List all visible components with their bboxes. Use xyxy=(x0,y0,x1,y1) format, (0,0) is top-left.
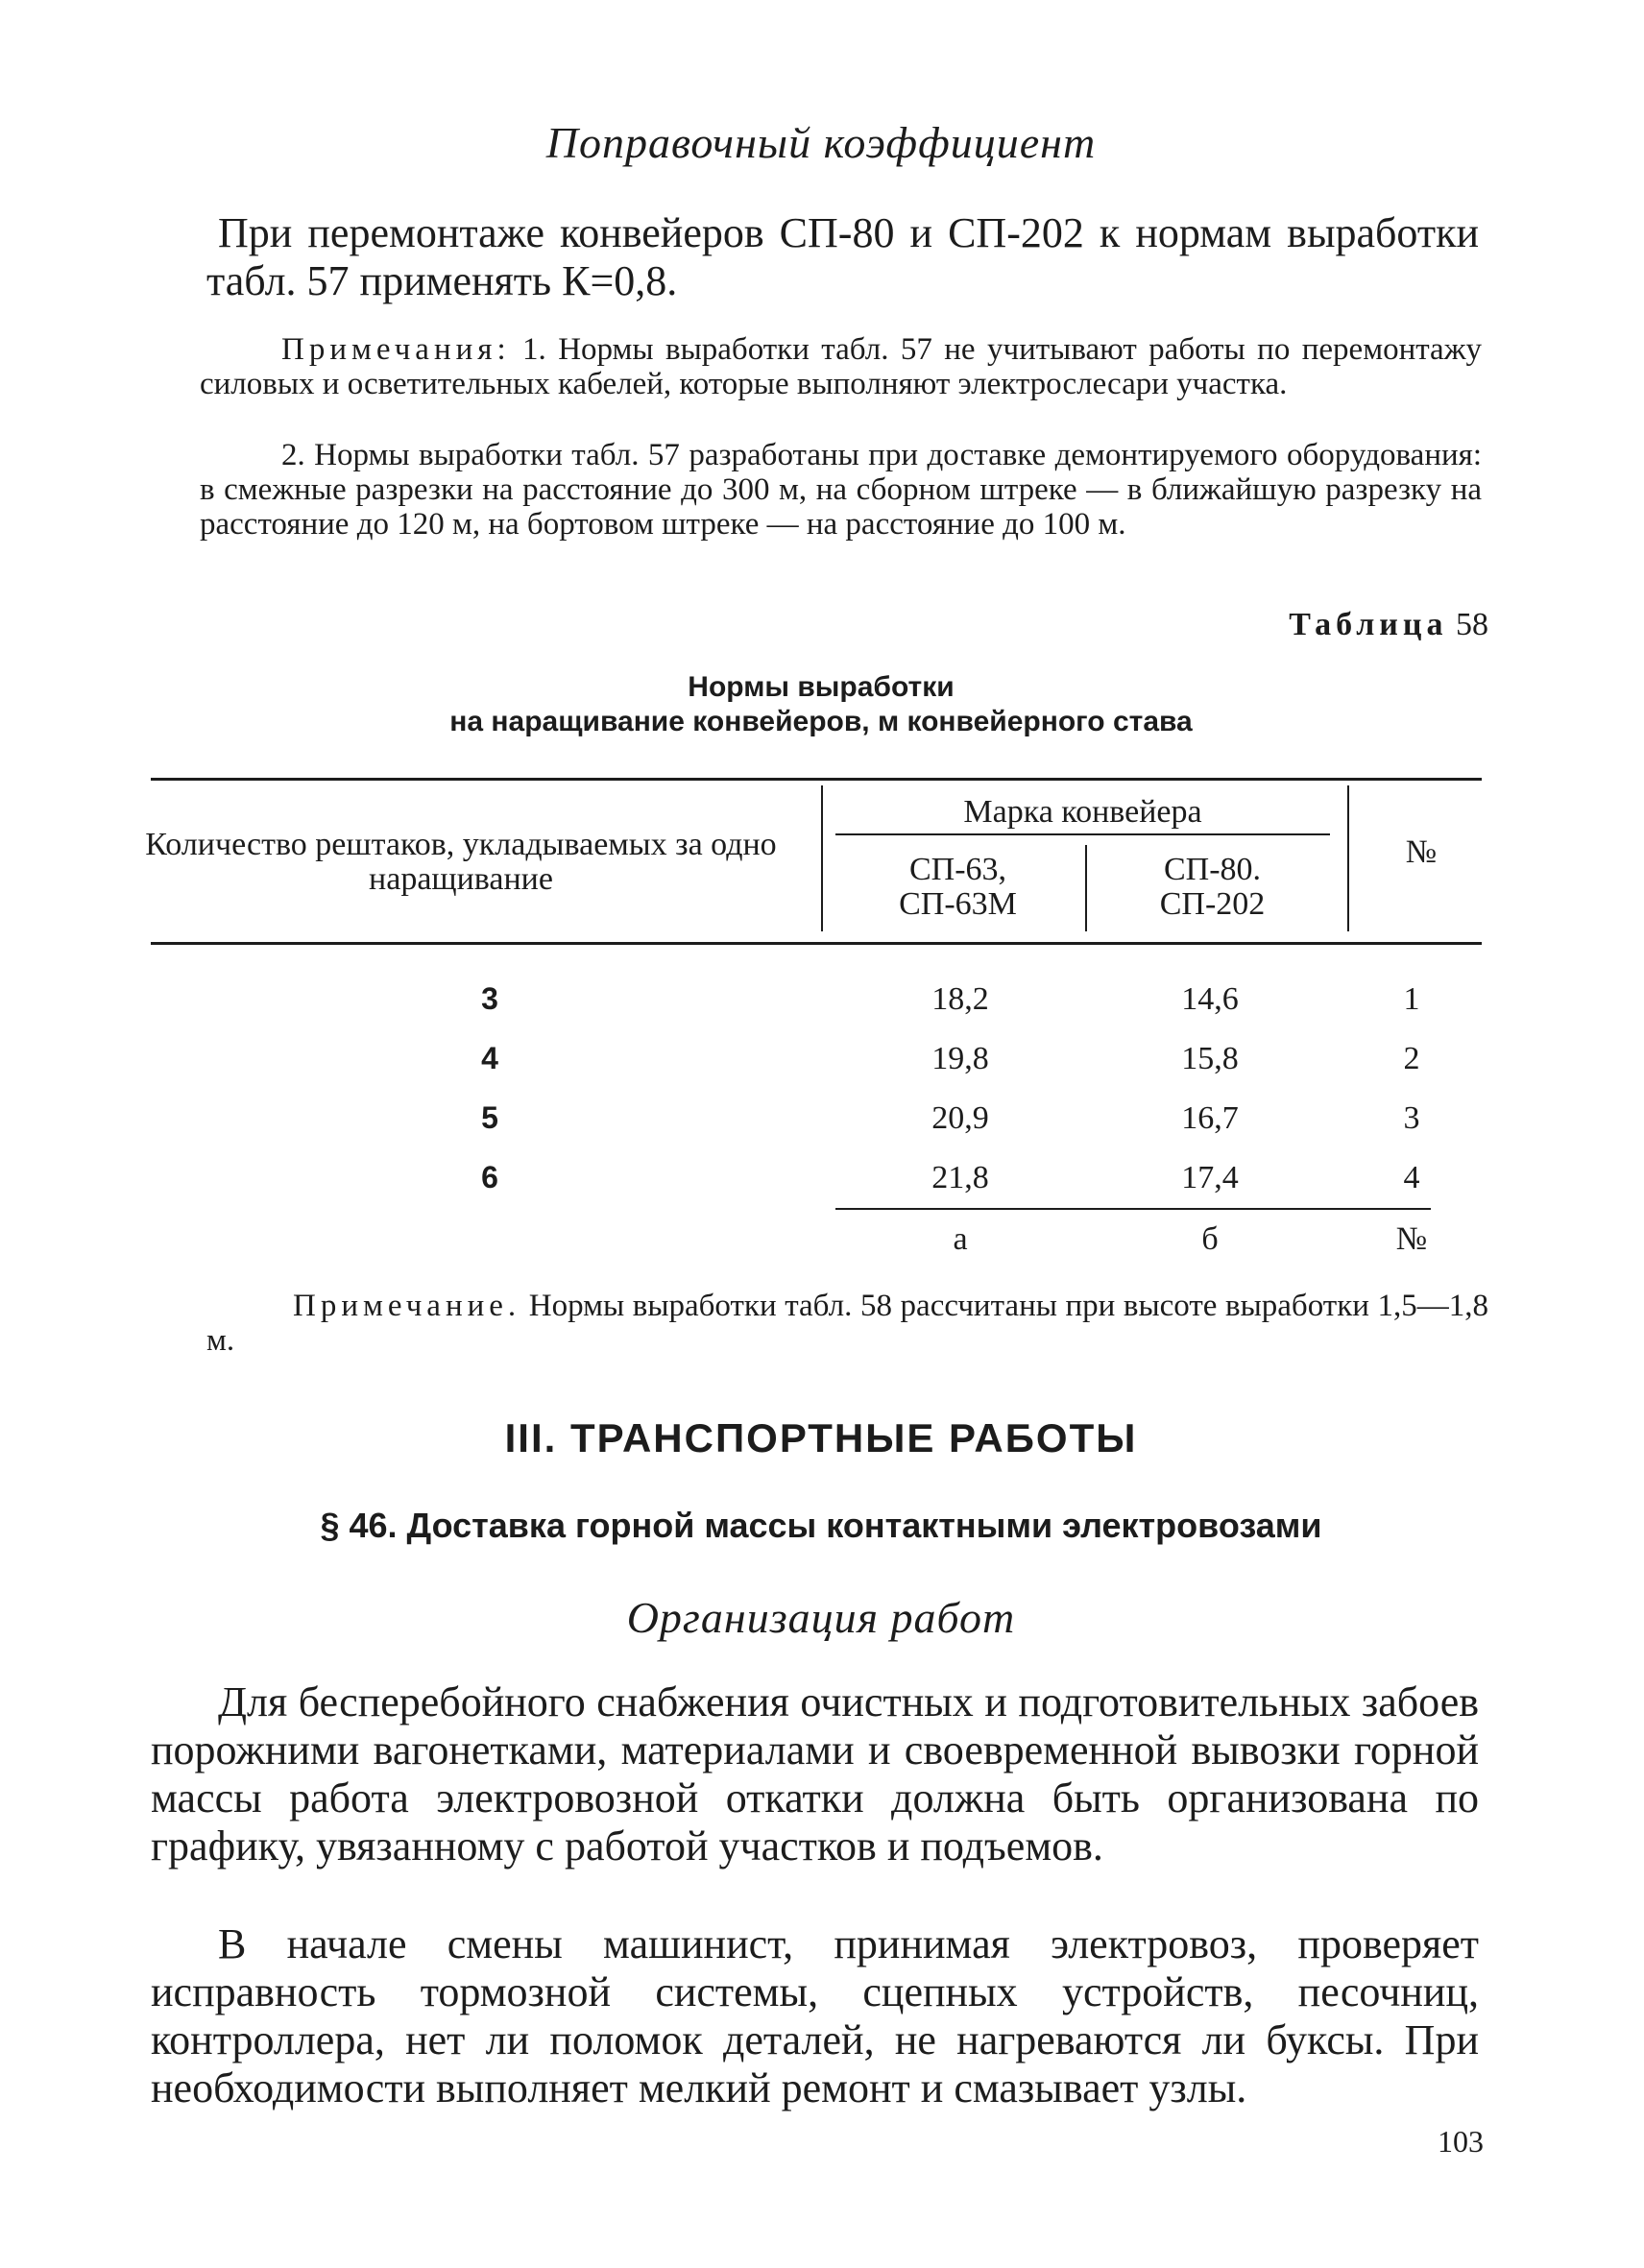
row-4-b: 17,4 xyxy=(1181,1160,1239,1195)
header-num: № xyxy=(1405,834,1438,870)
paragraph-title: § 46. Доставка горной массы контактными электровозами xyxy=(320,1506,1322,1545)
header-divider-2 xyxy=(1347,785,1349,931)
header-col-a xyxy=(835,853,1080,922)
header-quantity: Количество рештаков, укладываемых за одно наращивание xyxy=(145,827,777,897)
footer-a: а xyxy=(953,1221,968,1257)
paragraph-1: Для бесперебойного снабжения очистных и подготовительных забоев порожними вагонетками, материалами и своевременной вывозки горной массы работа электровозной откатки должна быть организована по графику, увязанному с работой участков и подъемов. xyxy=(151,1678,1479,1870)
header-col-b-line-1: СП-80. xyxy=(1163,852,1262,887)
row-2-a: 19,8 xyxy=(931,1041,989,1076)
header-divider-1 xyxy=(821,785,823,931)
notes-item-1 xyxy=(200,332,1482,401)
row-4-quantity: 6 xyxy=(481,1160,498,1194)
table-label-word: Таблица xyxy=(1289,607,1448,642)
row-3-a: 20,9 xyxy=(931,1100,989,1136)
row-1-a: 18,2 xyxy=(931,981,989,1017)
table-title-line-1: Нормы выработки xyxy=(688,671,955,703)
header-col-b xyxy=(1090,853,1335,922)
header-col-a-line-2: СП-63М xyxy=(899,886,1017,922)
row-2-num: 2 xyxy=(1403,1041,1420,1076)
row-4-a: 21,8 xyxy=(931,1160,989,1195)
table-header-rule xyxy=(151,942,1482,945)
paragraph-2: В начале смены машинист, принимая электровоз, проверяет исправность тормозной системы, сцепных устройств, песочниц, контроллера, нет ли поломок деталей, не нагреваются ли буксы. При необходимости выполняет мелкий ремонт и смазывает узлы. xyxy=(151,1920,1479,2111)
section-title: III. ТРАНСПОРТНЫЕ РАБОТЫ xyxy=(504,1415,1138,1460)
header-brand: Марка конвейера xyxy=(963,794,1202,830)
notes-item-1-text: 1. Нормы выработки табл. 57 не учитывают работы по перемонтажу силовых и осветительных кабелей, которые выполняют электрослесари участка. xyxy=(200,332,1483,401)
table-note-label: Примечание. xyxy=(293,1289,521,1323)
row-3-quantity: 5 xyxy=(481,1100,498,1135)
table-title xyxy=(288,670,1354,739)
table-top-rule xyxy=(151,778,1482,781)
table-label xyxy=(1181,607,1488,643)
header-col-b-line-2: СП-202 xyxy=(1159,886,1266,922)
correction-heading: Поправочный коэффициент xyxy=(545,118,1097,167)
notes-label: Примечания: xyxy=(281,332,511,367)
row-2-quantity: 4 xyxy=(481,1041,498,1075)
row-4-num: 4 xyxy=(1403,1160,1420,1195)
table-bottom-rule xyxy=(835,1208,1431,1210)
table-note-text: Нормы выработки табл. 58 рассчитаны при высоте выработки 1,5—1,8 м. xyxy=(206,1289,1488,1358)
subheading-organization: Организация работ xyxy=(626,1593,1016,1642)
header-col-a-line-1: СП-63, xyxy=(908,852,1007,887)
brand-underline xyxy=(835,833,1330,835)
page-number: 103 xyxy=(1438,2124,1484,2159)
footer-num: № xyxy=(1395,1221,1428,1257)
row-3-b: 16,7 xyxy=(1181,1100,1239,1136)
subheader-divider xyxy=(1085,845,1087,931)
row-1-b: 14,6 xyxy=(1181,981,1239,1017)
table-note xyxy=(206,1289,1488,1358)
table-number: 58 xyxy=(1456,607,1488,642)
row-1-num: 1 xyxy=(1403,981,1420,1017)
correction-text: При перемонтаже конвейеров СП-80 и СП-202 к нормам выработки табл. 57 применять К=0,8. xyxy=(206,209,1479,304)
footer-b: б xyxy=(1201,1221,1219,1257)
notes-item-2: 2. Нормы выработки табл. 57 разработаны при доставке демонтируемого оборудования: в смежные разрезки на расстояние до 300 м, на сборном штреке — в ближайшую разрезку на расстояние до 120 м, на бортовом штреке — на расстояние до 100 м. xyxy=(200,438,1482,542)
row-2-b: 15,8 xyxy=(1181,1041,1239,1076)
table-title-line-2: на наращивание конвейеров, м конвейерного става xyxy=(449,706,1193,737)
row-1-quantity: 3 xyxy=(481,981,498,1016)
row-3-num: 3 xyxy=(1403,1100,1420,1136)
